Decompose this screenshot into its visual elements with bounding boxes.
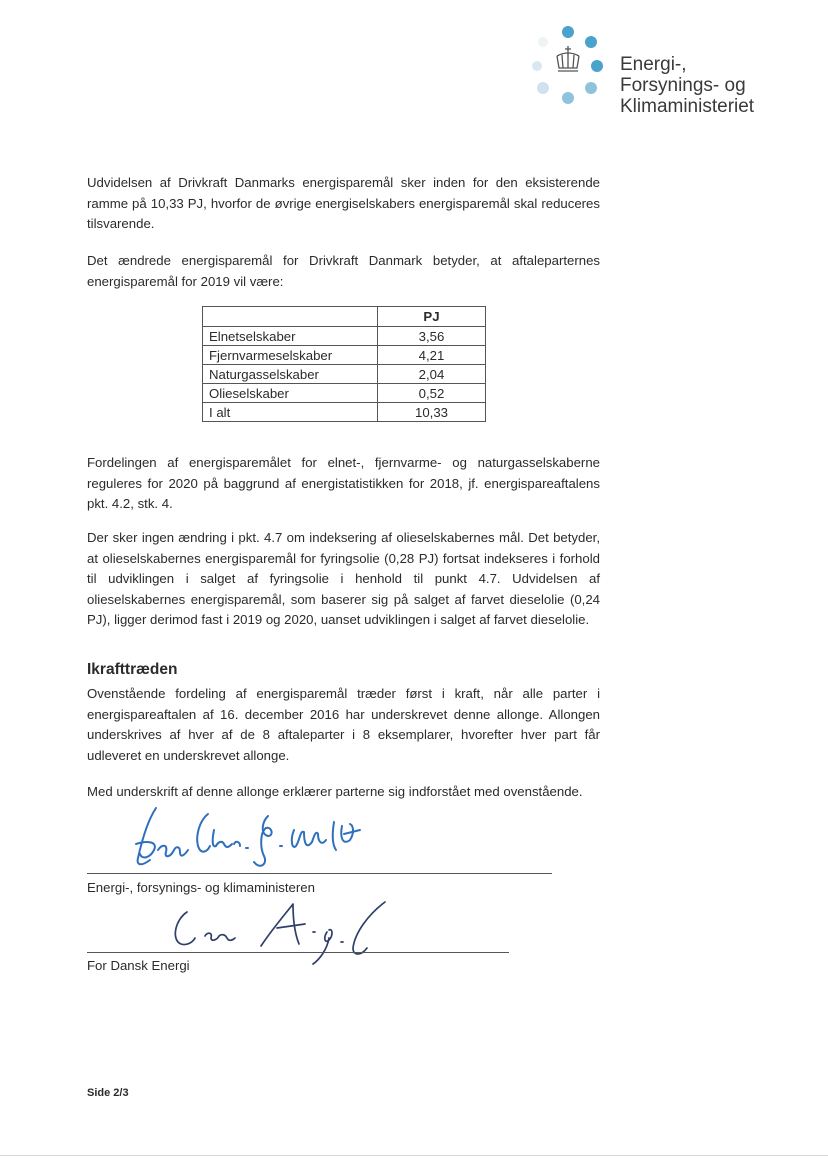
- ministry-name-line-1: Energi-,: [620, 54, 687, 75]
- paragraph-entry-into-force: Ovenstående fordeling af energisparemål træder først i kraft, når alle parter i energispareaftalen af 16. december 2016 har underskrevet denne allonge. Allongen underskrives af hver af de 8 aftaleparter i 8 eksemplarer, hvorefter hver part får udleveret en underskrevet allonge.: [87, 686, 600, 763]
- table-header-row: [203, 307, 486, 327]
- table-row: [203, 384, 486, 403]
- paragraph-agreement: Med underskrift af denne allonge erklærer parterne sig indforstået med ovenstående.: [87, 784, 583, 799]
- table-cell-pj-value: 0,52: [378, 384, 486, 403]
- table-cell-pj-value: 4,21: [378, 346, 486, 365]
- signature-minister-image: [128, 800, 368, 875]
- paragraph-indexation: Der sker ingen ændring i pkt. 4.7 om indeksering af olieselskabernes mål. Det betyder, at olieselskabernes energisparemål for fyringsolie (0,28 PJ) fortsat indekseres i forhold til udviklingen i salget af fyringsolie i henhold til punkt 4.7. Udvidelsen af olieselskabernes energisparemål, som baserer sig på salget af farvet dieselolie (0,24 PJ), ligger derimod fast i 2019 og 2020, uanset udviklingen i salget af farvet dieselolie.: [87, 530, 600, 627]
- table-cell-company-type: Fjernvarmeselskaber: [203, 346, 378, 365]
- ministry-logo-crown-icon: [525, 22, 605, 108]
- table-row: [203, 346, 486, 365]
- paragraph-distribution: Fordelingen af energisparemålet for elnet-, fjernvarme- og naturgasselskaberne reguleres for 2020 på baggrund af energistatistikken for 2018, jf. energispareaftalens pkt. 4.2, stk. 4.: [87, 455, 600, 511]
- table-row: [203, 365, 486, 384]
- ministry-name-line-3: Klimaministeriet: [620, 96, 755, 117]
- table-cell-company-type: Naturgasselskaber: [203, 365, 378, 384]
- ministry-name-line-2: Forsynings- og: [620, 75, 746, 96]
- section-heading-ikrafttraeden: Ikrafttræden: [87, 661, 178, 678]
- page-bottom-rule: [0, 1155, 828, 1156]
- paragraph-intro-table: Det ændrede energisparemål for Drivkraft Danmark betyder, at aftaleparternes energisparemål for 2019 vil være:: [87, 253, 600, 289]
- ministry-name: [620, 54, 754, 117]
- paragraph-scope-expansion: Udvidelsen af Drivkraft Danmarks energisparemål sker inden for den eksisterende ramme på 10,33 PJ, hvorfor de øvrige energiselskabers energisparemål skal reduceres tilsvarende.: [87, 175, 600, 231]
- table-row: [203, 327, 486, 346]
- signature-line-dansk-energi: [87, 952, 509, 953]
- signature-label-minister: Energi-, forsynings- og klimaministeren: [87, 880, 315, 895]
- signature-line-minister: [87, 873, 552, 874]
- table-cell-pj-value: 2,04: [378, 365, 486, 384]
- page-number: Side 2/3: [87, 1087, 129, 1099]
- table-row: [203, 403, 486, 422]
- table-header-label: [203, 307, 378, 327]
- energy-target-table: [202, 306, 486, 422]
- table-cell-company-type: Olieselskaber: [203, 384, 378, 403]
- signature-dansk-energi-image: [165, 898, 390, 970]
- table-cell-pj-value: 10,33: [378, 403, 486, 422]
- table-cell-pj-value: 3,56: [378, 327, 486, 346]
- table-cell-company-type: I alt: [203, 403, 378, 422]
- table-cell-company-type: Elnetselskaber: [203, 327, 378, 346]
- signature-label-dansk-energi: For Dansk Energi: [87, 958, 190, 973]
- table-header-unit: PJ: [378, 307, 486, 327]
